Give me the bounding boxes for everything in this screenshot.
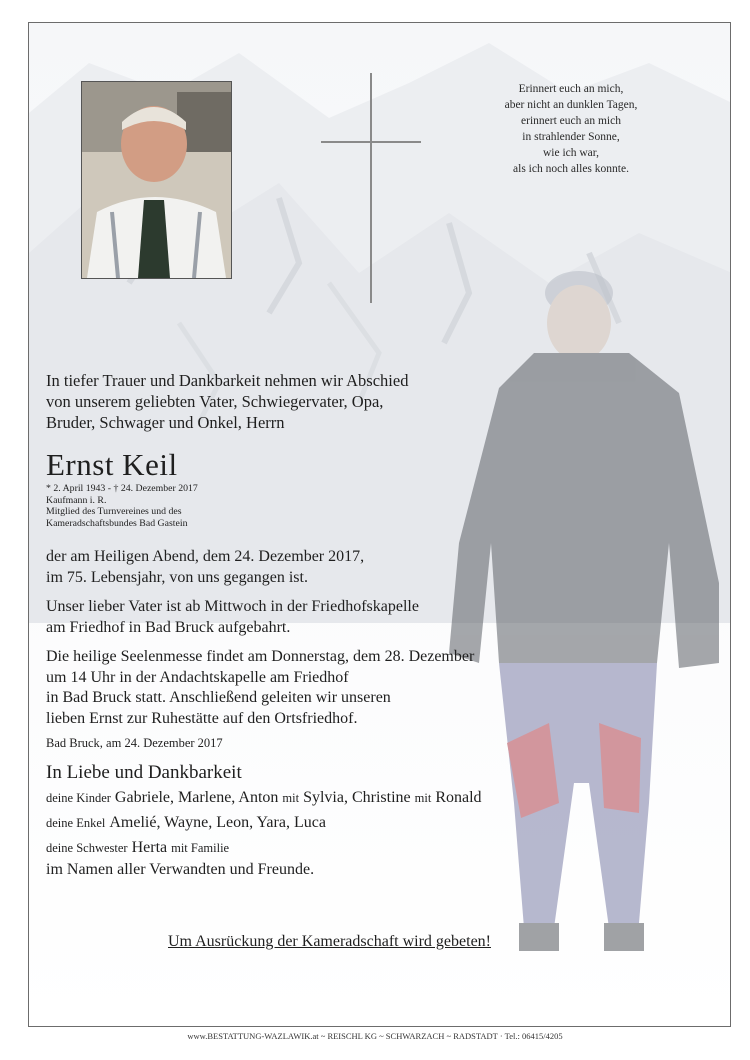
sister-suffix: mit Familie	[171, 841, 230, 855]
viewing-paragraph	[46, 597, 419, 638]
with-word: mit	[414, 791, 432, 805]
footer-funeral-home: www.BESTATTUNG-WAZLAWIK.at ~ REISCHL KG ~ SCHWARZACH ~ RADSTADT · Tel.: 06415/4205	[187, 1031, 563, 1041]
family-grandchildren	[46, 814, 326, 832]
poem-line: aber nicht an dunklen Tagen,	[504, 99, 638, 111]
intro-line: Bruder, Schwager und Onkel, Herrn	[46, 413, 285, 432]
sister-label: deine Schwester	[46, 841, 128, 855]
closing-heading: In Liebe und Dankbarkeit	[46, 762, 242, 783]
with-word: mit	[282, 791, 300, 805]
detail-line: * 2. April 1943 - † 24. Dezember 2017	[46, 483, 198, 494]
intro-line: von unserem geliebten Vater, Schwiegervater, Opa,	[46, 392, 384, 411]
cross-vertical	[370, 73, 372, 303]
children-names: Sylvia, Christine	[303, 789, 411, 806]
text-line: im 75. Lebensjahr, von uns gegangen ist.	[46, 568, 308, 586]
obituary-card	[28, 22, 731, 1027]
sister-name: Herta	[131, 839, 168, 856]
text-line: Die heilige Seelenmesse findet am Donnerstag, dem 28. Dezember	[46, 648, 475, 665]
intro-text	[46, 370, 408, 433]
comrades-notice: Um Ausrückung der Kameradschaft wird gebeten!	[168, 933, 491, 950]
text-line: der am Heiligen Abend, dem 24. Dezember 2017,	[46, 548, 365, 565]
portrait-photo	[81, 81, 232, 279]
text-line: am Friedhof in Bad Bruck aufgebahrt.	[46, 618, 291, 636]
family-sister	[46, 839, 229, 857]
deceased-name: Ernst Keil	[46, 447, 178, 482]
text-line: Unser lieber Vater ist ab Mittwoch in der Friedhofskapelle	[46, 598, 419, 615]
detail-line: Kameradschaftsbundes Bad Gastein	[46, 517, 188, 529]
poem-line: als ich noch alles konnte.	[513, 163, 629, 175]
deceased-details	[46, 483, 198, 529]
mass-paragraph	[46, 647, 474, 729]
intro-line: In tiefer Trauer und Dankbarkeit nehmen wir Abschied	[46, 371, 409, 390]
death-paragraph	[46, 547, 364, 588]
family-children	[46, 789, 482, 807]
poem-line: Erinnert euch an mich,	[518, 83, 624, 95]
children-names: Ronald	[435, 789, 482, 806]
poem-line: erinnert euch an mich	[521, 115, 621, 127]
detail-line: Kaufmann i. R.	[46, 494, 107, 506]
detail-line: Mitglied des Turnvereines und des	[46, 506, 182, 517]
grandchildren-label: deine Enkel	[46, 816, 106, 830]
place-date: Bad Bruck, am 24. Dezember 2017	[46, 736, 223, 750]
cross-horizontal	[321, 141, 421, 143]
children-names: Gabriele, Marlene, Anton	[114, 789, 279, 806]
poem-line: wie ich war,	[542, 147, 600, 159]
text-line: in Bad Bruck statt. Anschließend geleiten wir unseren	[46, 689, 391, 706]
grandchildren-names: Amelié, Wayne, Leon, Yara, Luca	[109, 814, 326, 831]
text-line: um 14 Uhr in der Andachtskapelle am Friedhof	[46, 668, 349, 686]
children-label: deine Kinder	[46, 791, 111, 805]
text-line: lieben Ernst zur Ruhestätte auf den Ortsfriedhof.	[46, 709, 358, 727]
poem-line: in strahlender Sonne,	[522, 131, 620, 143]
closing-line: im Namen aller Verwandten und Freunde.	[46, 861, 315, 878]
memorial-poem	[471, 81, 671, 177]
